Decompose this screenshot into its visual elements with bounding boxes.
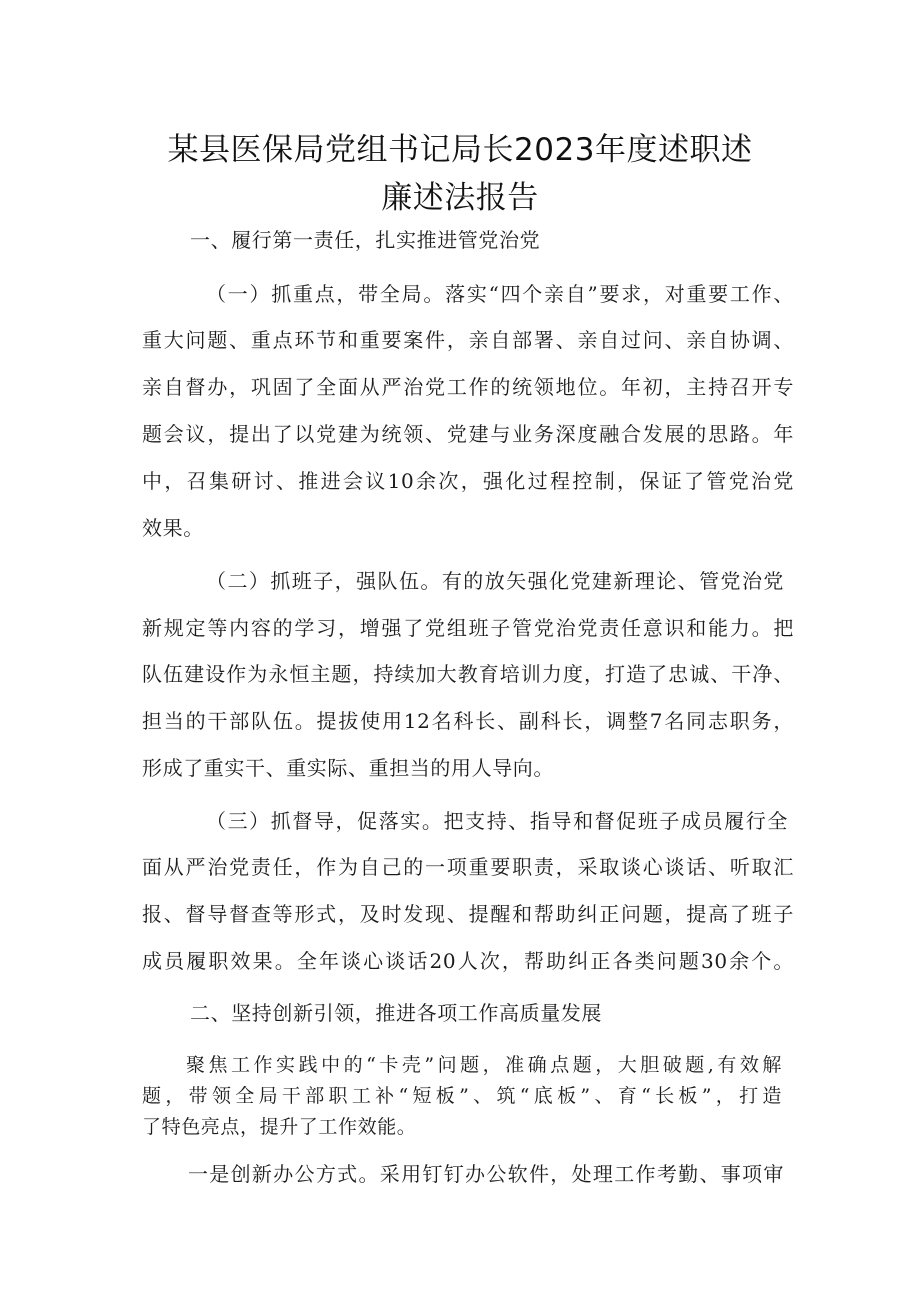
paragraph-1-line-4: 题会议，提出了以党建为统领、党建与业务深度融合发展的思路。年 <box>142 422 794 446</box>
paragraph-4-line-3: 了特色亮点，提升了工作效能。 <box>142 1116 417 1138</box>
paragraph-1-line-2: 重大问题、重点环节和重要案件，亲自部署、亲自过问、亲自协调、 <box>142 328 794 352</box>
paragraph-4-line-2: 题，带领全局干部职工补“短板”、筑“底板”、育“长板”，打造 <box>142 1085 782 1107</box>
title-line-2: 廉述法报告 <box>381 180 539 216</box>
paragraph-3-line-1: （三）抓督导，促落实。把支持、指导和督促班子成员履行全 <box>206 809 788 833</box>
paragraph-2-line-3: 队伍建设作为永恒主题，持续加大教育培训力度，打造了忠诚、干净、 <box>142 662 794 686</box>
paragraph-1-line-6: 效果。 <box>142 516 204 540</box>
paragraph-4-line-1: 聚焦工作实践中的“卡壳”问题，准确点题，大胆破题,有效解 <box>186 1054 782 1076</box>
title-line-1: 某县医保局党组书记局长2023年度述职述 <box>167 132 753 168</box>
section-heading-2: 二、坚持创新引领，推进各项工作高质量发展 <box>190 1001 602 1025</box>
paragraph-2-line-2: 新规定等内容的学习，增强了党组班子管党治党责任意识和能力。把 <box>142 616 794 640</box>
section-heading-1: 一、履行第一责任，扎实推进管党治党 <box>190 228 541 252</box>
paragraph-2-line-1: （二）抓班子，强队伍。有的放矢强化党建新理论、管党治党 <box>206 569 784 593</box>
paragraph-3-line-2: 面从严治党责任，作为自己的一项重要职责，采取谈心谈话、听取汇 <box>142 855 794 879</box>
paragraph-2-line-5: 形成了重实干、重实际、重担当的用人导向。 <box>142 756 554 780</box>
paragraph-5-line-1: 一是创新办公方式。采用钉钉办公软件，处理工作考勤、事项审 <box>188 1162 784 1186</box>
paragraph-1-line-1: （一）抓重点，带全局。落实“四个亲自”要求，对重要工作、 <box>206 282 794 306</box>
paragraph-2-line-4: 担当的干部队伍。提拔使用12名科长、副科长，调整7名同志职务， <box>142 709 794 733</box>
paragraph-1-line-5: 中，召集研讨、推进会议10余次，强化过程控制，保证了管党治党 <box>142 469 794 493</box>
paragraph-3-line-4: 成员履职效果。全年谈心谈话20人次，帮助纠正各类问题30余个。 <box>142 949 794 973</box>
paragraph-1-line-3: 亲自督办，巩固了全面从严治党工作的统领地位。年初，主持召开专 <box>142 375 794 399</box>
paragraph-3-line-3: 报、督导督查等形式，及时发现、提醒和帮助纠正问题，提高了班子 <box>142 902 794 926</box>
